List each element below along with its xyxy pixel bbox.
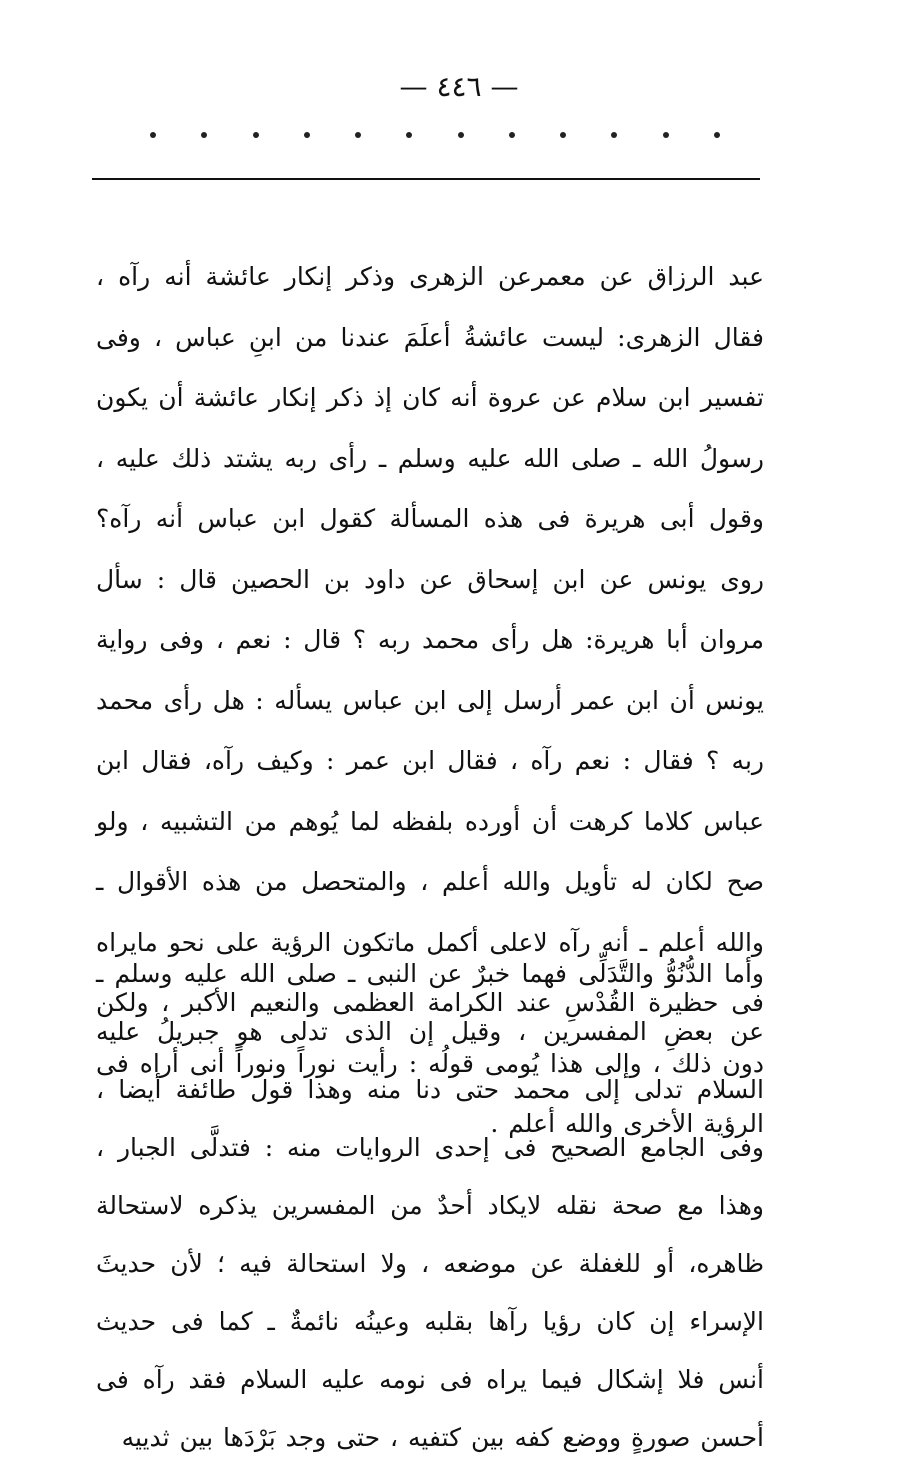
horizontal-rule <box>92 178 760 180</box>
separator-dot <box>253 132 259 138</box>
separator-dot <box>406 132 412 138</box>
separator-dot <box>714 132 720 138</box>
separator-dot <box>560 132 566 138</box>
separator-dot <box>150 132 156 138</box>
separator-dot <box>458 132 464 138</box>
separator-dot <box>509 132 515 138</box>
paragraph-2: وأما الدُّنُوُّ والتَّدَلِّى فهما خبرٌ عن النبى ـ صلى الله عليه وسلم ـ عن بعضِ المفسرين ، وقيل إن الذى تدلى هو جبريلُ عليه السلام تدلى إلى محمد حتى دنا منه وهذا قول طائفة أيضا ، وفى الجامع الصحيح فى إحدى الروايات منه : فتدلَّى الجبار ، وهذا مع صحة نقله لايكاد أحدٌ من المفسرين يذكره لاستحالة ظاهره، أو للغفلة عن موضعه ، ولا استحالة فيه ؛ لأن حديثَ الإسراء إن كان رؤيا رآها بقلبه وعينُه نائمةٌ ـ كما فى حديث أنس فلا إشكال فيما يراه فى نومه عليه السلام فقد رآه فى أحسن صورةٍ ووضع كفه بين كتفيه ، حتى وجد بَرْدَها بين ثدييه <box>96 959 764 1452</box>
separator-dots <box>150 132 720 138</box>
paragraph-1: عبد الرزاق عن معمرعن الزهرى وذكر إنكار عائشة أنه رآه ، فقال الزهرى: ليست عائشةُ أعلَمَ عندنا من ابنِ عباس ، وفى تفسير ابن سلام عن عروة أنه كان إذ ذكر إنكار عائشة أن يكون رسولُ الله ـ صلى الله عليه وسلم ـ رأى ربه يشتد ذلك عليه ، وقول أبى هريرة فى هذه المسألة كقول ابن عباس أنه رآه؟ روى يونس عن ابن إسحاق عن داود بن الحصين قال : سأل مروان أبا هريرة: هل رأى محمد ربه ؟ قال : نعم ، وفى رواية يونس أن ابن عمر أرسل إلى ابن عباس يسأله : هل رأى محمد ربه ؟ فقال : نعم رآه ، فقال ابن عمر : وكيف رآه، فقال ابن عباس كلاما كرهت أن أورده بلفظه لما يُوهم من التشبيه ، ولو صح لكان له تأويل والله أعلم ، والمتحصل من هذه الأقوال ـ والله أعلم ـ أنه رآه لاعلى أكمل ماتكون الرؤية على نحو مايراه فى حظيرة القُدْسِ عند الكرامة العظمى والنعيم الأكبر ، ولكن دون ذلك ، وإلى هذا يُومى قولُه : رأيت نوراً ونوراً أنى أراه فى الرؤية الأخرى والله أعلم . <box>96 262 764 1138</box>
separator-dot <box>304 132 310 138</box>
separator-dot <box>663 132 669 138</box>
separator-dot <box>355 132 361 138</box>
separator-dot <box>611 132 617 138</box>
page-number: — ٤٤٦ — <box>399 70 519 103</box>
separator-dot <box>201 132 207 138</box>
